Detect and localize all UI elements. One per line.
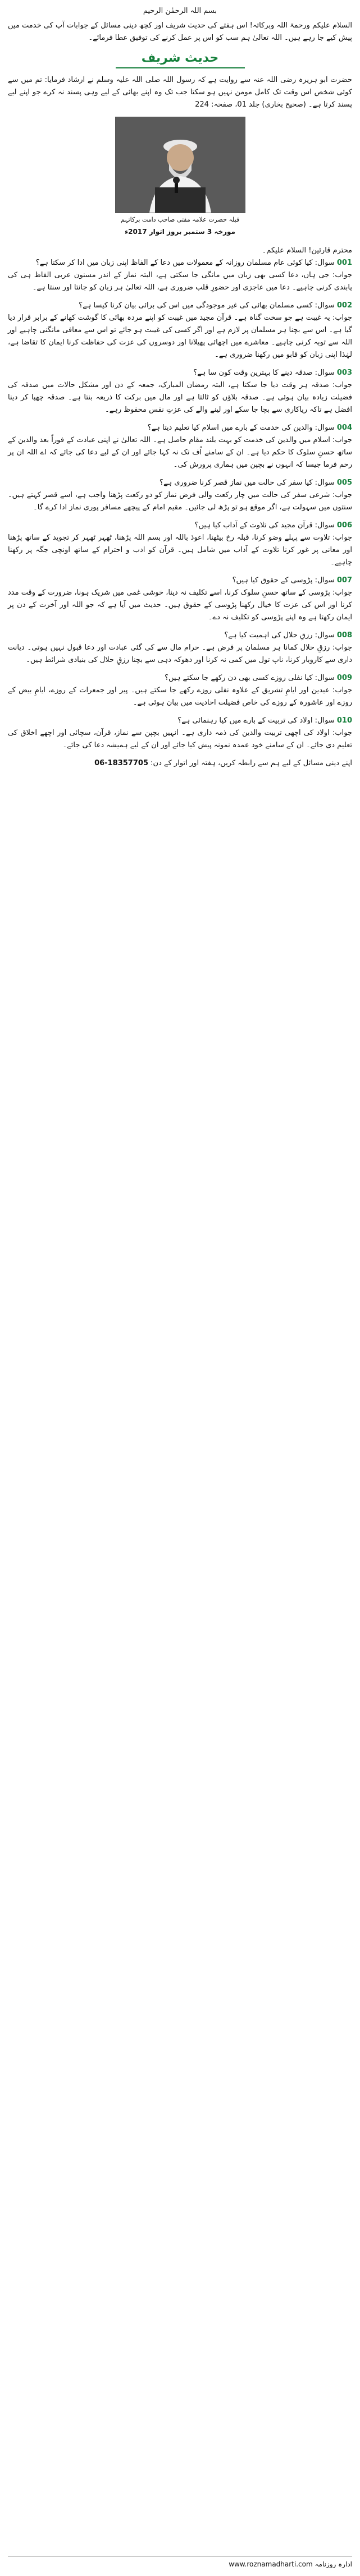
qa-number: 004: [336, 424, 352, 432]
qa-question: [8, 629, 352, 642]
bismillah-heading: بسم اللہ الرحمٰن الرحیم: [143, 7, 217, 15]
article-date: مورخہ 3 ستمبر بروز اتوار 2017ء: [125, 228, 235, 236]
qa-question-text: سوال: والدین کی خدمت کے بارے میں اسلام کیا تعلیم دیتا ہے؟: [147, 424, 335, 432]
qa-question-text: سوال: اولاد کی تربیت کے بارے میں کیا رہنمائی ہے؟: [177, 716, 335, 725]
qa-item: [8, 672, 352, 709]
qa-answer: جواب: عیدین اور ایامِ تشریق کے علاوہ نفلی روزے رکھے جا سکتے ہیں۔ پیر اور جمعرات کے روزے، ایامِ بیض کے روزے اور عاشورہ کے روزے کی خاص فضیلت احادیث میں بیان ہوئی ہے۔: [8, 686, 352, 707]
qa-question-text: سوال: کیا سفر کی حالت میں نماز قصر کرنا ضروری ہے؟: [160, 479, 335, 487]
footer: [8, 2556, 352, 2569]
qa-answer: جواب: اسلام میں والدین کی خدمت کو بہت بلند مقام حاصل ہے۔ اللہ تعالیٰ نے اپنی عبادت کے فوراً بعد والدین کے ساتھ حسنِ سلوک کا حکم دیا ہے۔ ان کے سامنے اُف تک نہ کہا جائے اور ان کے لیے دعا کی جائے کہ اے اللہ ان پر رحم فرما جیسا کہ انہوں نے بچپن میں ہماری پرورش کی۔: [8, 436, 352, 469]
speaker-silhouette-icon: [116, 117, 245, 213]
qa-number: 005: [336, 479, 352, 487]
footer-label: ادارہ روزنامہ: [315, 2560, 352, 2568]
qa-number: 002: [336, 301, 352, 310]
title-underline: [116, 67, 245, 68]
qa-question: [8, 519, 352, 532]
qa-question: [8, 422, 352, 434]
qa-question: [8, 300, 352, 312]
contact-phone: 06-18357705: [94, 759, 148, 767]
qa-answer: جواب: اولاد کی اچھی تربیت والدین کی ذمہ داری ہے۔ انہیں بچپن سے نماز، قرآن، سچائی اور اچھے اخلاق کی تعلیم دی جائے۔ ان کے سامنے خود عمدہ نمونہ پیش کیا جائے اور ان کے لیے ہمیشہ دعا کی جائے۔: [8, 729, 352, 749]
qa-number: 008: [336, 631, 352, 640]
qa-answer: جواب: جی ہاں، دعا کسی بھی زبان میں مانگی جا سکتی ہے، البتہ نماز کے اندر مسنون عربی الفاظ ہی کی پابندی کرنی چاہیے۔ دعا میں عاجزی اور حضورِ قلب ضروری ہے، اللہ تعالیٰ ہر زبان کو جانتا اور سنتا ہے۔: [8, 271, 352, 292]
qa-item: [8, 477, 352, 514]
qa-item: [8, 574, 352, 624]
qa-question-text: سوال: پڑوسی کے حقوق کیا ہیں؟: [232, 576, 335, 585]
footer-website-link[interactable]: www.roznamadharti.com: [229, 2560, 313, 2568]
contact-line: اپنے دینی مسائل کے لیے ہم سے رابطہ کریں، ہفتہ اور اتوار کے دن:: [151, 759, 352, 767]
qa-answer: جواب: یہ غیبت ہے جو سخت گناہ ہے۔ قرآن مجید میں غیبت کو اپنے مردہ بھائی کا گوشت کھانے کے برابر قرار دیا گیا ہے۔ اس سے بچنا ہر مسلمان پر لازم ہے اور اگر کسی کی غیبت ہو جائے تو اس سے معافی مانگنی چاہیے اور اللہ سے توبہ کرنی چاہیے۔ معاشرے میں اچھائی پھیلانا اور دوسروں کی عزت کی حفاظت کرنا ایمان کا تقاضا ہے، لہٰذا اپنی زبان کو قابو میں رکھنا ضروری ہے۔: [8, 314, 352, 359]
qa-question-text: سوال: صدقہ دینے کا بہترین وقت کون سا ہے؟: [193, 369, 335, 377]
qa-question-text: سوال: کیا کوئی عام مسلمان روزانہ کے معمولات میں دعا کے الفاظ اپنی زبان میں ادا کر سکتا ہے؟: [35, 259, 335, 267]
photo-block: [110, 117, 250, 224]
qa-question: [8, 574, 352, 587]
qa-item: [8, 715, 352, 752]
section-title: حدیث شریف: [141, 51, 219, 65]
qa-number: 003: [336, 369, 352, 377]
qa-answer: جواب: رزقِ حلال کمانا ہر مسلمان پر فرض ہے۔ حرام مال سے کی گئی عبادت اور دعا قبول نہیں ہوتی۔ دیانت داری سے کاروبار کرنا، ناپ تول میں کمی نہ کرنا اور دھوکہ دہی سے بچنا رزقِ حلال کی بنیادی شرائط ہیں۔: [8, 643, 352, 664]
qa-item: [8, 300, 352, 361]
qa-number: 001: [336, 259, 352, 267]
intro-paragraph: السلام علیکم ورحمۃ اللہ وبرکاتہ! اس ہفتے کی حدیث شریف اور کچھ دینی مسائل کے جوابات آپ کی خدمت میں پیش کیے جا رہے ہیں۔ اللہ تعالیٰ ہم سب کو اس پر عمل کرنے کی توفیق عطا فرمائے۔: [8, 21, 352, 42]
greeting-line: محترم قارئین! السلام علیکم۔: [262, 246, 352, 255]
qa-question: [8, 672, 352, 684]
qa-question: [8, 367, 352, 379]
qa-question-text: سوال: قرآن مجید کی تلاوت کے آداب کیا ہیں؟: [194, 521, 335, 530]
qa-question-text: سوال: رزقِ حلال کی اہمیت کیا ہے؟: [224, 631, 335, 640]
qa-number: 006: [336, 521, 352, 530]
qa-number: 010: [336, 716, 352, 725]
qa-item: [8, 519, 352, 569]
qa-answer: جواب: صدقہ ہر وقت دیا جا سکتا ہے، البتہ رمضان المبارک، جمعہ کے دن اور مشکل حالات میں صدقہ کی فضیلت زیادہ بیان ہوئی ہے۔ صدقہ بلاؤں کو ٹالتا ہے اور مال میں برکت کا ذریعہ بنتا ہے۔ صدقہ چھپا کر دینا افضل ہے تاکہ ریاکاری سے بچا جا سکے اور لینے والے کی عزتِ نفس محفوظ رہے۔: [8, 381, 352, 414]
hadith-paragraph: حضرت ابو ہریرہ رضی اللہ عنہ سے روایت ہے کہ رسول اللہ صلی اللہ علیہ وسلم نے ارشاد فرمایا: تم میں سے کوئی شخص اس وقت تک کامل مومن نہیں ہو سکتا جب تک وہ اپنے بھائی کے لیے وہی پسند نہ کرے جو اپنے لیے پسند کرتا ہے۔ (صحیح بخاری) جلد 01، صفحہ: 224: [8, 76, 352, 109]
qa-item: [8, 422, 352, 471]
qa-number: 009: [336, 674, 352, 682]
qa-number: 007: [336, 576, 352, 585]
qa-answer: جواب: پڑوسی کے ساتھ حسنِ سلوک کرنا، اسے تکلیف نہ دینا، خوشی غمی میں شریک ہونا، ضرورت کے وقت مدد کرنا اور اس کی عزت کا خیال رکھنا پڑوسی کے حقوق ہیں۔ حدیث میں آیا ہے کہ جو اللہ اور آخرت کے دن پر ایمان رکھتا ہے وہ اپنے پڑوسی کو تکلیف نہ دے۔: [8, 588, 352, 622]
photo-caption: قبلہ حضرت علامہ مفتی صاحب دامت برکاتہم: [120, 216, 240, 223]
qa-question: [8, 477, 352, 489]
qa-question: [8, 257, 352, 269]
qa-item: [8, 367, 352, 416]
speaker-photo: [115, 117, 245, 213]
qa-answer: جواب: شرعی سفر کی حالت میں چار رکعت والی فرض نماز کو دو رکعت پڑھنا واجب ہے، اسے قصر کہتے ہیں۔ سنتوں میں سہولت ہے، اگر موقع ہو تو پڑھ لی جائیں۔ مقیم امام کے پیچھے مسافر پوری نماز ادا کرے گا۔: [8, 491, 352, 512]
qa-question: [8, 715, 352, 727]
qa-item: [8, 629, 352, 666]
qa-question-text: سوال: کیا نفلی روزے کسی بھی دن رکھے جا سکتے ہیں؟: [165, 674, 335, 682]
qa-list: [8, 257, 352, 752]
contact-block: [8, 757, 352, 770]
qa-item: [8, 257, 352, 294]
qa-question-text: سوال: کسی مسلمان بھائی کی غیر موجودگی میں اس کی برائی بیان کرنا کیسا ہے؟: [79, 301, 335, 310]
qa-answer: جواب: تلاوت سے پہلے وضو کرنا، قبلہ رخ بیٹھنا، اعوذ باللہ اور بسم اللہ پڑھنا، ٹھہر ٹھہر کر تجوید کے ساتھ پڑھنا اور معانی پر غور کرنا تلاوت کے آداب میں شامل ہیں۔ قرآن کو ادب و احترام کے ساتھ اونچی جگہ پر رکھنا چاہیے۔: [8, 533, 352, 567]
